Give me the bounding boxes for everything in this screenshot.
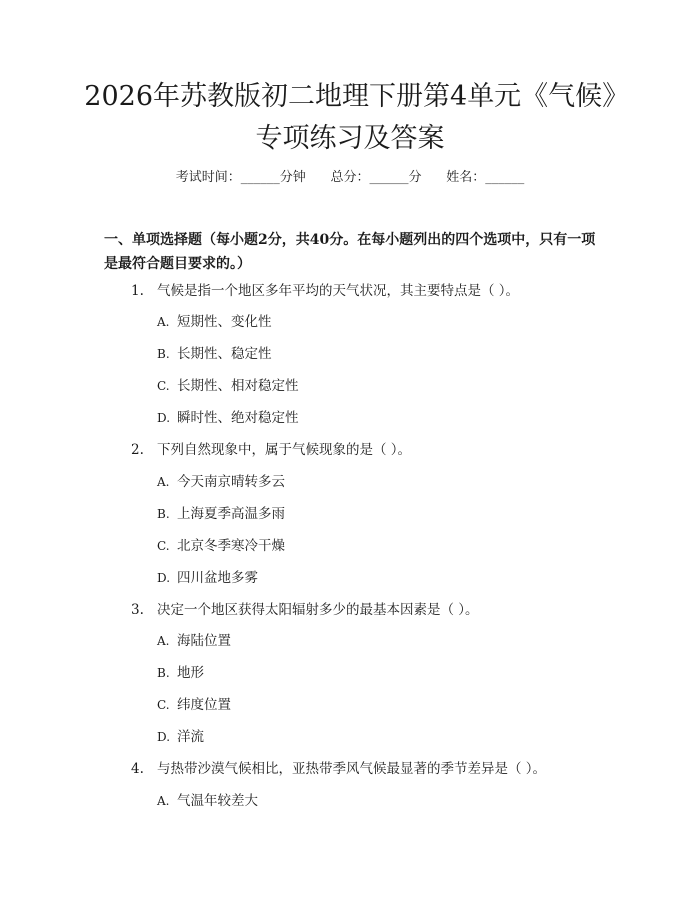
question-4-option-a: [157, 791, 258, 811]
question-number: 1.: [131, 283, 144, 299]
option-text: 北京冬季寒冷干燥: [177, 538, 285, 554]
option-letter: D.: [157, 730, 171, 744]
option-letter: A.: [157, 794, 170, 808]
option-text: 纬度位置: [177, 697, 231, 713]
question-3-option-a: [157, 631, 231, 651]
question-2-option-d: [157, 568, 258, 588]
question-1: [131, 281, 519, 301]
option-text: 地形: [177, 665, 204, 681]
option-letter: D.: [157, 411, 171, 425]
question-number: 3.: [131, 602, 144, 618]
option-text: 短期性、变化性: [177, 314, 272, 330]
option-letter: A.: [157, 475, 170, 489]
question-text: 气候是指一个地区多年平均的天气状况，其主要特点是（ ）。: [157, 283, 520, 299]
question-text: 与热带沙漠气候相比，亚热带季风气候最显著的季节差异是（ ）。: [157, 761, 547, 777]
question-number: 2.: [131, 442, 144, 458]
option-letter: A.: [157, 634, 170, 648]
question-2-option-a: [157, 472, 285, 492]
option-text: 四川盆地多雾: [177, 570, 258, 586]
question-3-option-b: [157, 663, 204, 683]
question-3-option-d: [157, 727, 204, 747]
option-text: 长期性、稳定性: [177, 346, 272, 362]
option-letter: B.: [157, 347, 170, 361]
option-text: 上海夏季高温多雨: [177, 506, 285, 522]
option-text: 海陆位置: [177, 633, 231, 649]
option-letter: C.: [157, 539, 170, 553]
option-letter: C.: [157, 379, 170, 393]
option-text: 洋流: [177, 729, 204, 745]
question-2: [131, 440, 411, 460]
question-number: 4.: [131, 761, 144, 777]
option-text: 长期性、相对稳定性: [177, 378, 299, 394]
section-heading: 一、单项选择题（每小题2分，共40分。在每小题列出的四个选项中，只有一项是最符合题目要求的。）: [104, 232, 596, 272]
question-3: [131, 600, 479, 620]
question-2-option-c: [157, 536, 285, 556]
exam-info-line: 考试时间：______分钟 总分：______分 姓名：______: [175, 170, 525, 185]
option-text: 气温年较差大: [177, 793, 258, 809]
option-letter: B.: [157, 666, 170, 680]
question-1-option-d: [157, 408, 299, 428]
question-text: 决定一个地区获得太阳辐射多少的最基本因素是（ ）。: [157, 602, 479, 618]
option-letter: C.: [157, 698, 170, 712]
question-1-option-a: [157, 312, 272, 332]
question-3-option-c: [157, 695, 231, 715]
option-letter: B.: [157, 507, 170, 521]
option-text: 今天南京晴转多云: [177, 474, 285, 490]
option-letter: A.: [157, 315, 170, 329]
option-letter: D.: [157, 571, 171, 585]
question-1-option-c: [157, 376, 299, 396]
question-2-option-b: [157, 504, 285, 524]
document-title: 2026年苏教版初二地理下册第4单元《气候》专项练习及答案: [84, 81, 616, 154]
option-text: 瞬时性、绝对稳定性: [177, 410, 299, 426]
question-1-option-b: [157, 344, 272, 364]
question-text: 下列自然现象中，属于气候现象的是（ ）。: [157, 442, 412, 458]
question-4: [131, 759, 546, 779]
